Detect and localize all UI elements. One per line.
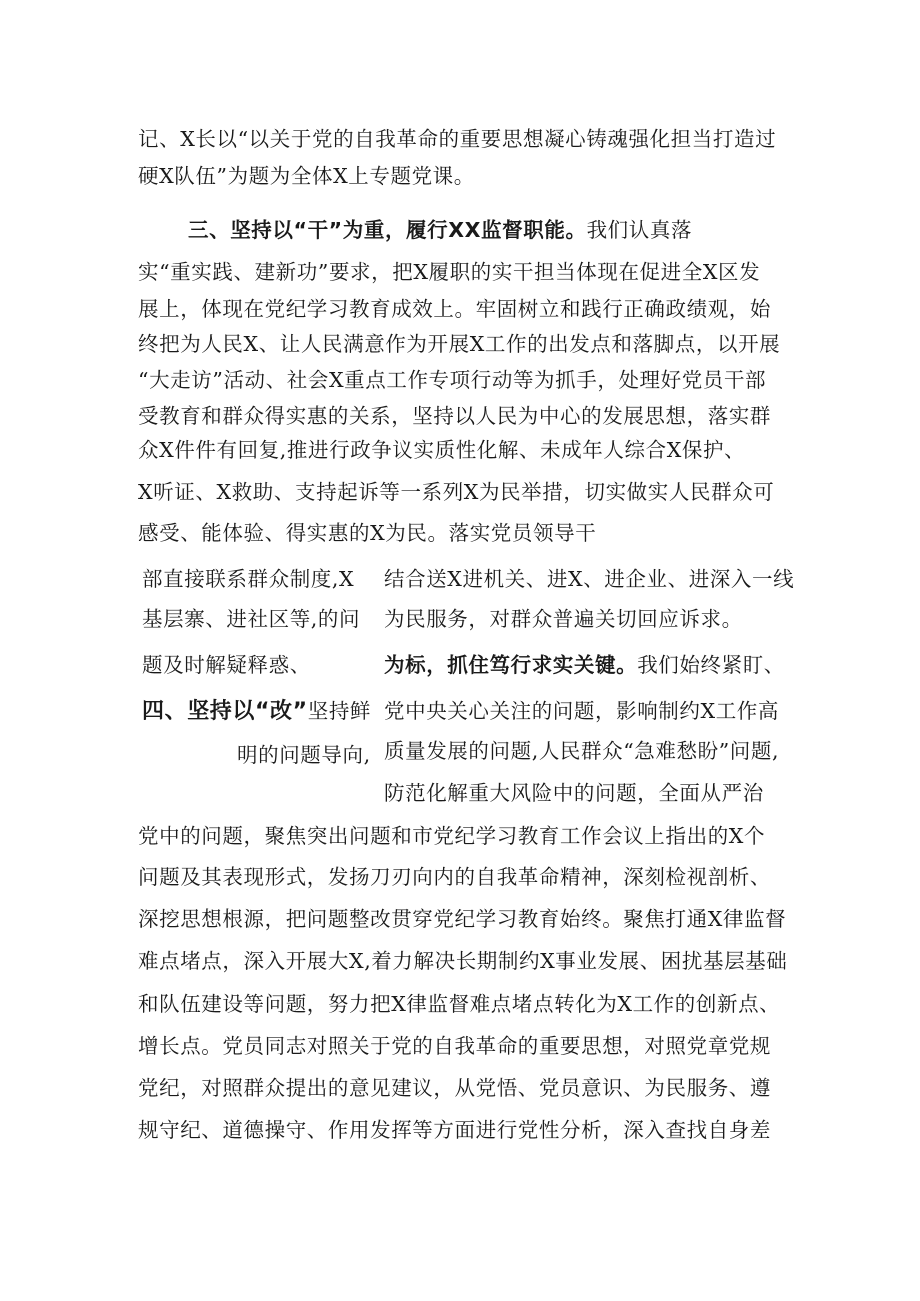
left-column-line: 题及时解疑释惑、: [142, 653, 311, 677]
section-heading-line: [188, 216, 692, 244]
text-line: 展上，体现在党纪学习教育成效上。牢固树立和践行正确政绩观，始: [138, 297, 771, 321]
text-line: 终把为人民X、让人民满意作为开展X工作的出发点和落脚点，以开展: [138, 332, 781, 356]
text-line: 问题及其表现形式，发扬刀刃向内的自我革命精神，深刻检视剖析、: [138, 865, 771, 889]
section-heading: 四、坚持以“改”: [142, 699, 308, 724]
text-line: 受教育和群众得实惠的关系，坚持以人民为中心的发展思想，落实群: [138, 404, 771, 428]
text-line: 党中的问题，聚焦突出问题和市党纪学习教育工作会议上指出的X个: [138, 824, 766, 848]
right-column-line: 为民服务，对群众普遍关切回应诉求。: [384, 607, 743, 631]
right-column-line: 党中央关心关注的问题，影响制约X工作高: [384, 699, 779, 723]
right-column-line: 结合送X进机关、进X、进企业、进深入一线: [384, 567, 795, 591]
text-line: X听证、X救助、支持起诉等一系列X为民举措，切实做实人民群众可: [138, 480, 775, 504]
text-span: 我们认真落: [586, 218, 693, 242]
text-line: 实“重实践、建新功”要求，把X履职的实干担当体现在促进全X区发: [138, 260, 761, 284]
right-column-line: 质量发展的问题,人民群众“急难愁盼”问题,: [384, 739, 780, 763]
text-line: 和队伍建设等问题，努力把X律监督难点堵点转化为X工作的创新点、: [138, 992, 781, 1016]
text-line: 深挖思想根源，把问题整改贯穿党纪学习教育始终。聚焦打通X律监督: [138, 907, 787, 931]
text-span: 坚持鲜: [307, 699, 372, 723]
text-line: 感受、能体验、得实惠的X为民。落实党员领导干: [138, 521, 597, 545]
text-line: “大走访”活动、社会X重点工作专项行动等为抓手，处理好党员干部: [138, 368, 767, 392]
section-heading: 三、坚持以“干”为重，履行XX监督职能。: [188, 218, 587, 242]
text-line: 硬X队伍”为题为全体X上专题党课。: [138, 164, 475, 188]
right-column-line: 防范化解重大风险中的问题，全面从严治: [384, 781, 764, 805]
text-line: 众X件件有回复,推进行政争议实质性化解、未成年人综合X保护、: [138, 438, 746, 462]
section-heading-continued: 为标，抓住笃行求实关键。: [384, 653, 638, 677]
text-line: 增长点。党员同志对照关于党的自我革命的重要思想，对照党章党规: [138, 1034, 771, 1058]
text-line: 难点堵点，深入开展大X,着力解决长期制约X事业发展、困扰基层基础: [138, 949, 788, 973]
right-column-heading-line: [384, 651, 785, 679]
text-span: 我们始终紧盯、: [637, 653, 785, 677]
left-column-line: 部直接联系群众制度,X: [142, 567, 355, 591]
left-column-heading-line: [142, 697, 371, 726]
text-line: 党纪，对照群众提出的意见建议，从党悟、党员意识、为民服务、遵: [138, 1076, 771, 1100]
text-line: 记、X长以“以关于党的自我革命的重要思想凝心铸魂强化担当打造过: [138, 127, 777, 151]
text-line: 规守纪、道德操守、作用发挥等方面进行党性分析，深入查找自身差: [138, 1118, 771, 1142]
left-column-line: 明的问题导向,: [237, 743, 371, 767]
left-column-line: 基层寨、进社区等,的问: [142, 607, 361, 631]
